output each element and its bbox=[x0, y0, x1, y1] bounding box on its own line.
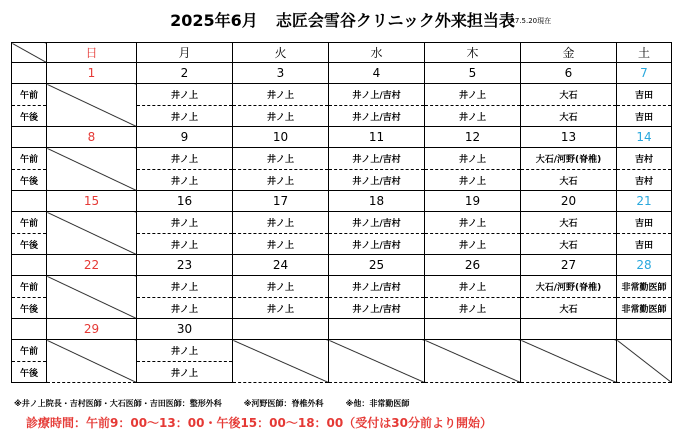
date-cell: 11 bbox=[329, 127, 425, 148]
doctor-cell: 井ノ上/吉村 bbox=[329, 84, 425, 106]
doctor-cell: 井ノ上/吉村 bbox=[329, 170, 425, 191]
doctor-cell: 井ノ上 bbox=[425, 170, 521, 191]
date-cell: 28 bbox=[617, 255, 672, 276]
doctor-cell: 井ノ上/吉村 bbox=[329, 298, 425, 319]
note-spine: ※河野医師：脊椎外科 bbox=[243, 399, 324, 408]
date-cell: 13 bbox=[521, 127, 617, 148]
date-cell: 18 bbox=[329, 191, 425, 212]
note-other: ※他：非常勤医師 bbox=[345, 399, 410, 408]
title-month: 2025年6月 bbox=[170, 11, 258, 30]
pm-label: 午後 bbox=[12, 362, 47, 383]
date-cell: 7 bbox=[617, 63, 672, 84]
doctor-cell: 大石/河野(脊椎) bbox=[521, 148, 617, 170]
doctor-cell: 大石 bbox=[521, 106, 617, 127]
date-cell bbox=[521, 319, 617, 340]
date-cell: 14 bbox=[617, 127, 672, 148]
doctor-cell: 井ノ上 bbox=[233, 170, 329, 191]
doctor-cell: 井ノ上 bbox=[137, 298, 233, 319]
date-cell bbox=[233, 319, 329, 340]
am-label: 午前 bbox=[12, 84, 47, 106]
am-row bbox=[12, 148, 672, 170]
date-cell: 15 bbox=[47, 191, 137, 212]
doctor-cell: 井ノ上 bbox=[233, 234, 329, 255]
doctor-cell: 大石 bbox=[521, 84, 617, 106]
closed-cell bbox=[233, 340, 329, 383]
weekday-header: 土 bbox=[617, 43, 672, 63]
date-cell: 21 bbox=[617, 191, 672, 212]
date-row-label bbox=[12, 319, 47, 340]
doctor-cell: 大石 bbox=[521, 212, 617, 234]
date-row bbox=[12, 63, 672, 84]
date-row bbox=[12, 319, 672, 340]
doctor-cell: 井ノ上 bbox=[233, 106, 329, 127]
date-cell: 17 bbox=[233, 191, 329, 212]
doctor-cell: 吉田 bbox=[617, 84, 672, 106]
doctor-cell: 井ノ上 bbox=[425, 234, 521, 255]
date-cell: 23 bbox=[137, 255, 233, 276]
weekday-header-row bbox=[12, 43, 672, 63]
date-cell: 19 bbox=[425, 191, 521, 212]
date-cell: 29 bbox=[47, 319, 137, 340]
title-main: 志匠会雪谷クリニック外来担当表 bbox=[275, 11, 515, 30]
date-cell bbox=[617, 319, 672, 340]
am-row bbox=[12, 340, 672, 362]
doctor-cell: 井ノ上 bbox=[425, 106, 521, 127]
doctor-cell: 大石/河野(脊椎) bbox=[521, 276, 617, 298]
doctor-cell: 井ノ上 bbox=[137, 362, 233, 383]
closed-cell bbox=[47, 340, 137, 383]
date-row bbox=[12, 127, 672, 148]
doctor-cell: 井ノ上 bbox=[137, 340, 233, 362]
closed-cell bbox=[617, 340, 672, 383]
weekday-header: 日 bbox=[47, 43, 137, 63]
date-row bbox=[12, 191, 672, 212]
notes bbox=[14, 398, 431, 409]
corner-cell bbox=[12, 43, 47, 63]
date-cell: 30 bbox=[137, 319, 233, 340]
closed-cell bbox=[425, 340, 521, 383]
doctor-cell: 井ノ上 bbox=[425, 276, 521, 298]
date-cell: 4 bbox=[329, 63, 425, 84]
date-cell: 25 bbox=[329, 255, 425, 276]
date-cell: 12 bbox=[425, 127, 521, 148]
doctor-cell: 井ノ上 bbox=[233, 84, 329, 106]
date-cell bbox=[425, 319, 521, 340]
doctor-cell: 井ノ上/吉村 bbox=[329, 234, 425, 255]
date-cell: 1 bbox=[47, 63, 137, 84]
as-of-date: R7.5.20現在 bbox=[510, 17, 552, 25]
date-row-label bbox=[12, 63, 47, 84]
date-cell: 10 bbox=[233, 127, 329, 148]
doctor-cell: 井ノ上 bbox=[425, 84, 521, 106]
date-row-label bbox=[12, 127, 47, 148]
weekday-header: 火 bbox=[233, 43, 329, 63]
closed-cell bbox=[47, 276, 137, 319]
am-row bbox=[12, 84, 672, 106]
doctor-cell: 非常勤医師 bbox=[617, 276, 672, 298]
am-label: 午前 bbox=[12, 276, 47, 298]
schedule-table bbox=[11, 42, 672, 383]
doctor-cell: 吉村 bbox=[617, 148, 672, 170]
doctor-cell: 井ノ上 bbox=[137, 148, 233, 170]
doctor-cell: 井ノ上 bbox=[137, 212, 233, 234]
pm-label: 午後 bbox=[12, 106, 47, 127]
doctor-cell: 井ノ上 bbox=[233, 212, 329, 234]
doctor-cell: 吉田 bbox=[617, 234, 672, 255]
weekday-header: 木 bbox=[425, 43, 521, 63]
closed-cell bbox=[47, 84, 137, 127]
doctor-cell: 井ノ上 bbox=[137, 234, 233, 255]
doctor-cell: 吉田 bbox=[617, 106, 672, 127]
doctor-cell: 井ノ上 bbox=[233, 148, 329, 170]
am-label: 午前 bbox=[12, 148, 47, 170]
weekday-header: 月 bbox=[137, 43, 233, 63]
date-cell: 2 bbox=[137, 63, 233, 84]
schedule-title bbox=[0, 8, 685, 31]
closed-cell bbox=[47, 148, 137, 191]
date-row bbox=[12, 255, 672, 276]
doctor-cell: 吉村 bbox=[617, 170, 672, 191]
pm-label: 午後 bbox=[12, 234, 47, 255]
date-cell bbox=[329, 319, 425, 340]
doctor-cell: 大石 bbox=[521, 234, 617, 255]
date-cell: 22 bbox=[47, 255, 137, 276]
closed-cell bbox=[47, 212, 137, 255]
weekday-header: 金 bbox=[521, 43, 617, 63]
date-cell: 26 bbox=[425, 255, 521, 276]
doctor-cell: 井ノ上 bbox=[425, 148, 521, 170]
closed-cell bbox=[521, 340, 617, 383]
doctor-cell: 吉田 bbox=[617, 212, 672, 234]
weekday-header: 水 bbox=[329, 43, 425, 63]
doctor-cell: 井ノ上 bbox=[233, 298, 329, 319]
date-row-label bbox=[12, 255, 47, 276]
date-cell: 16 bbox=[137, 191, 233, 212]
doctor-cell: 井ノ上 bbox=[137, 84, 233, 106]
closed-cell bbox=[329, 340, 425, 383]
clinic-hours: 診療時間：午前9：00〜13：00・午後15：00〜18：00（受付は30分前より開始） bbox=[26, 416, 492, 430]
date-cell: 27 bbox=[521, 255, 617, 276]
date-cell: 24 bbox=[233, 255, 329, 276]
date-cell: 20 bbox=[521, 191, 617, 212]
doctor-cell: 井ノ上/吉村 bbox=[329, 148, 425, 170]
pm-label: 午後 bbox=[12, 170, 47, 191]
date-cell: 3 bbox=[233, 63, 329, 84]
doctor-cell: 井ノ上 bbox=[137, 276, 233, 298]
date-cell: 8 bbox=[47, 127, 137, 148]
date-cell: 5 bbox=[425, 63, 521, 84]
date-cell: 6 bbox=[521, 63, 617, 84]
doctor-cell: 大石 bbox=[521, 170, 617, 191]
pm-label: 午後 bbox=[12, 298, 47, 319]
doctor-cell: 井ノ上/吉村 bbox=[329, 212, 425, 234]
doctor-cell: 大石 bbox=[521, 298, 617, 319]
date-cell: 9 bbox=[137, 127, 233, 148]
doctor-cell: 非常勤医師 bbox=[617, 298, 672, 319]
doctor-cell: 井ノ上 bbox=[425, 298, 521, 319]
doctor-cell: 井ノ上 bbox=[137, 170, 233, 191]
am-label: 午前 bbox=[12, 340, 47, 362]
am-row bbox=[12, 212, 672, 234]
date-row-label bbox=[12, 191, 47, 212]
doctor-cell: 井ノ上 bbox=[425, 212, 521, 234]
note-orthopedics: ※井ノ上院長・吉村医師・大石医師・吉田医師：整形外科 bbox=[14, 399, 222, 408]
am-label: 午前 bbox=[12, 212, 47, 234]
doctor-cell: 井ノ上 bbox=[137, 106, 233, 127]
doctor-cell: 井ノ上 bbox=[233, 276, 329, 298]
doctor-cell: 井ノ上/吉村 bbox=[329, 106, 425, 127]
doctor-cell: 井ノ上/吉村 bbox=[329, 276, 425, 298]
am-row bbox=[12, 276, 672, 298]
